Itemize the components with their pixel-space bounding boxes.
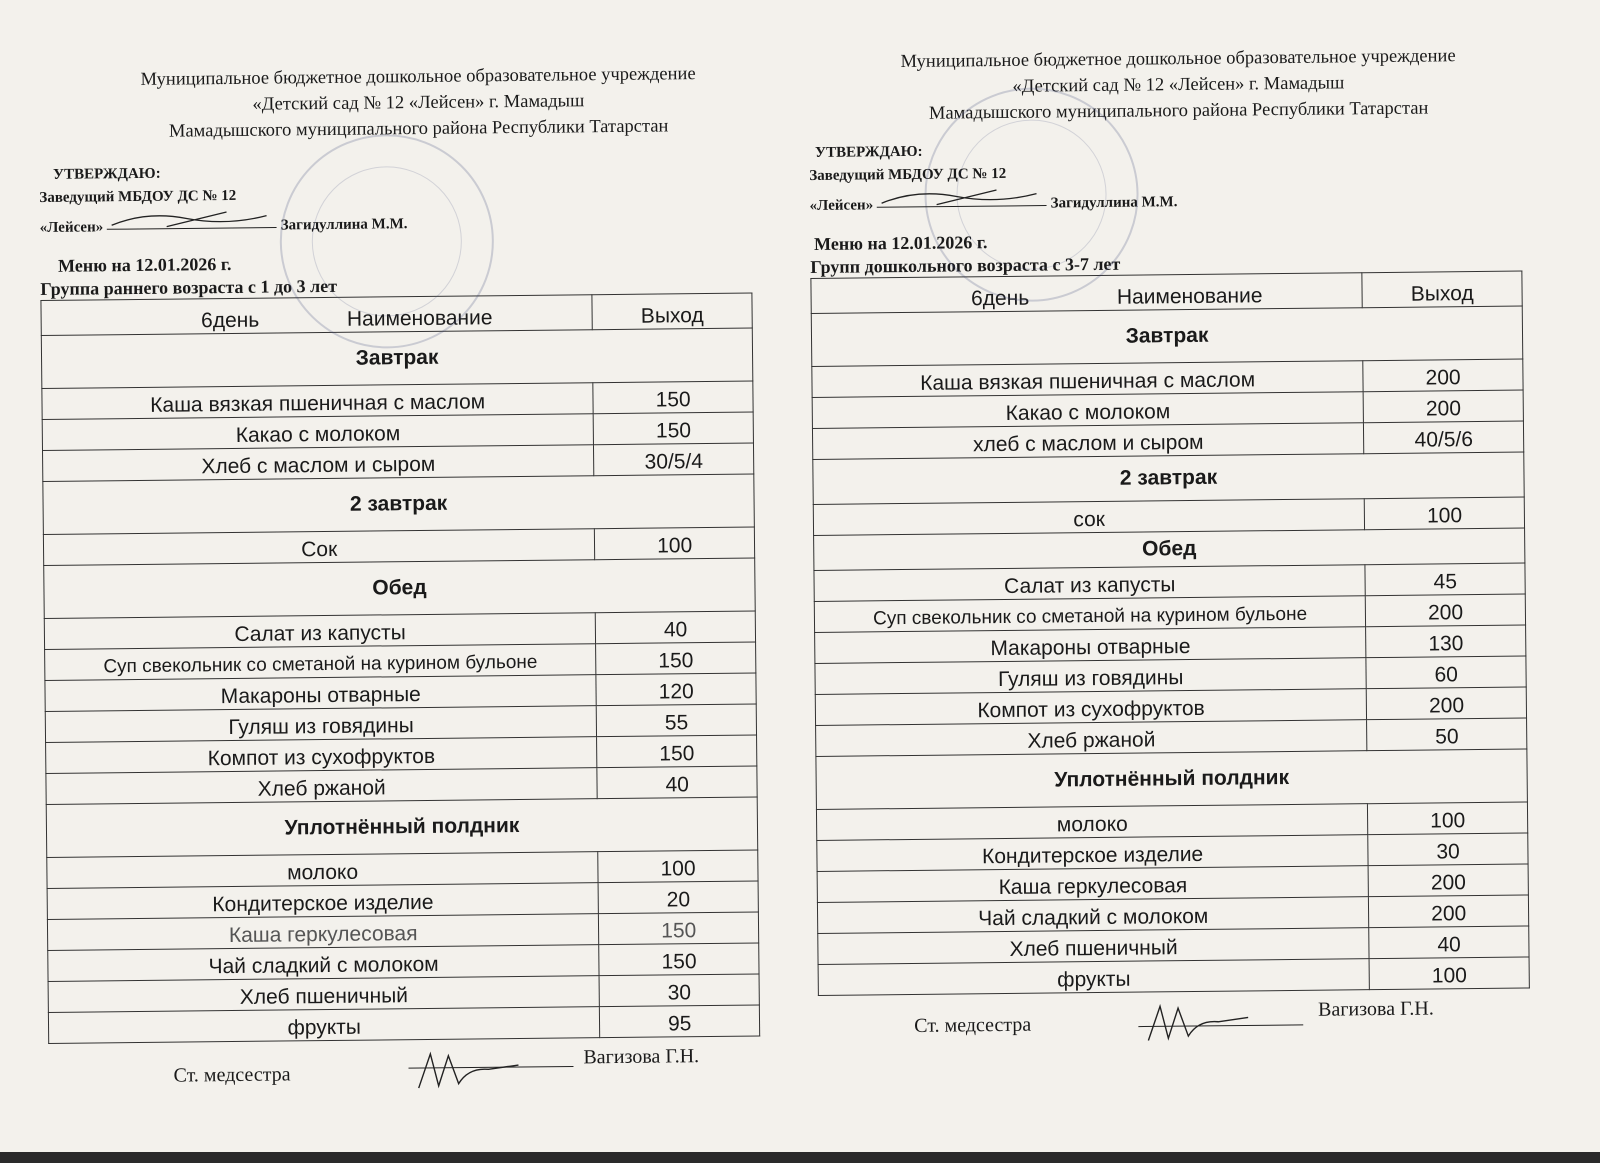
approve-org: «Лейсен» <box>809 197 874 214</box>
dish-name: фрукты <box>818 959 1370 996</box>
dish-name: Каша вязкая пшеничная с маслом <box>812 361 1364 398</box>
menu-panel-early-group <box>38 60 809 1092</box>
dish-name: Компот из сухофруктов <box>46 737 598 774</box>
dish-name: Сок <box>43 529 595 566</box>
approve-head-name: Загидуллина М.М. <box>1050 194 1178 212</box>
dish-name: Суп свекольник со сметаной на курином бульоне <box>814 596 1366 633</box>
org-line-1: Муниципальное бюджетное дошкольное образовательное учреждение <box>140 64 696 90</box>
approval-block <box>39 156 800 240</box>
dish-out: 200 <box>1363 359 1523 392</box>
org-header <box>808 42 1549 128</box>
dish-name: молоко <box>816 804 1368 841</box>
nurse-signature <box>1138 999 1309 1051</box>
header-day: 6день <box>200 308 260 333</box>
dish-name: Каша геркулесовая <box>47 914 599 951</box>
dish-name: Чай сладкий с молоком <box>817 897 1369 934</box>
dish-out: 200 <box>1366 594 1526 627</box>
dish-out: 30 <box>1368 833 1528 866</box>
dish-name: Чай сладкий с молоком <box>48 945 600 982</box>
dish-name: Компот из сухофруктов <box>815 689 1367 726</box>
dish-out: 100 <box>595 527 755 560</box>
head-signature <box>107 208 277 240</box>
org-line-3: Мамадышского муниципального района Республики Татарстан <box>168 116 669 142</box>
dish-name: Хлеб пшеничный <box>818 928 1370 965</box>
menu-date: Меню на 12.01.2026 г. <box>813 232 988 254</box>
dish-out: 95 <box>600 1005 760 1038</box>
org-line-2: «Детский сад № 12 «Лейсен» г. Мамадыш <box>1012 73 1345 97</box>
dish-out: 50 <box>1367 718 1527 751</box>
dish-name: Какао с молоком <box>812 392 1364 429</box>
header-name: Наименование <box>1116 284 1263 309</box>
dish-name: Каша геркулесовая <box>817 866 1369 903</box>
org-line-2: «Детский сад № 12 «Лейсен» г. Мамадыш <box>252 91 585 115</box>
header-name: Наименование <box>346 306 493 331</box>
dish-name: Хлеб с маслом и сыром <box>43 445 595 482</box>
dish-out: 150 <box>597 735 757 768</box>
dish-out: 20 <box>598 881 758 914</box>
section-second-breakfast: 2 завтрак <box>813 452 1524 504</box>
nurse-signature <box>408 1046 579 1098</box>
nurse-role: Ст. медсестра <box>173 1063 291 1087</box>
dish-name: Кондитерское изделие <box>817 835 1369 872</box>
dish-out: 200 <box>1368 864 1528 897</box>
group-title: Группа раннего возраста с 1 до 3 лет <box>40 275 338 299</box>
section-lunch: Обед <box>814 528 1525 570</box>
table-row <box>48 1005 759 1043</box>
dish-name: Хлеб пшеничный <box>48 976 600 1013</box>
menu-panel-preschool-group <box>808 42 1558 1044</box>
dish-out: 120 <box>596 673 756 706</box>
section-afternoon-snack: Уплотнённый полдник <box>816 749 1528 809</box>
dish-name: Салат из капусты <box>814 565 1366 602</box>
approve-title: УТВЕРЖДАЮ: <box>53 165 161 183</box>
dish-out: 40 <box>1369 926 1529 959</box>
dish-out: 130 <box>1366 625 1526 658</box>
dish-out: 30 <box>599 974 759 1007</box>
section-breakfast: Завтрак <box>811 306 1523 366</box>
dish-name: Макароны отварные <box>45 675 597 712</box>
dish-name: Суп свекольник со сметаной на курином бульоне <box>45 644 597 681</box>
dish-name: Гуляш из говядины <box>815 658 1367 695</box>
nurse-name: Вагизова Г.Н. <box>1317 997 1434 1021</box>
menu-table <box>810 271 1529 996</box>
header-out: Выход <box>1362 271 1522 308</box>
dish-out: 200 <box>1367 687 1527 720</box>
nurse-role: Ст. медсестра <box>914 1013 1032 1037</box>
dish-out: 150 <box>593 412 753 445</box>
section-lunch: Обед <box>44 558 756 618</box>
group-title: Групп дошкольного возраста с 3-7 лет <box>810 253 1121 277</box>
dish-name: хлеб с маслом и сыром <box>812 423 1364 460</box>
table-row <box>818 957 1529 995</box>
dish-name: молоко <box>47 852 599 889</box>
section-afternoon-snack: Уплотнённый полдник <box>46 797 758 857</box>
org-line-1: Муниципальное бюджетное дошкольное образовательное учреждение <box>900 46 1456 73</box>
dish-name: Макароны отварные <box>815 627 1367 664</box>
scan-bottom-edge <box>0 1152 1600 1163</box>
dish-out: 60 <box>1366 656 1526 689</box>
dish-name: Кондитерское изделие <box>47 883 599 920</box>
org-line-3: Мамадышского муниципального района Республики Татарстан <box>928 98 1429 124</box>
header-out: Выход <box>592 293 752 330</box>
dish-out: 100 <box>598 850 758 883</box>
section-breakfast: Завтрак <box>41 328 753 388</box>
dish-name: Каша вязкая пшеничная с маслом <box>42 383 594 420</box>
head-signature <box>877 186 1047 218</box>
menu-date: Меню на 12.01.2026 г. <box>57 253 232 276</box>
dish-out: 40 <box>597 766 757 799</box>
dish-name: сок <box>813 499 1365 536</box>
dish-name: Гуляш из говядины <box>45 706 597 743</box>
dish-out: 100 <box>1368 802 1528 835</box>
dish-out: 100 <box>1365 497 1525 530</box>
approve-position: Заведущий МБДОУ ДС № 12 <box>39 187 237 206</box>
dish-out: 30/5/4 <box>594 443 754 476</box>
header-name-cell <box>41 295 593 336</box>
menu-table <box>40 293 760 1044</box>
dish-name: Хлеб ржаной <box>816 720 1368 757</box>
header-name-cell <box>811 273 1363 314</box>
dish-out: 150 <box>593 381 753 414</box>
approve-title: УТВЕРЖДАЮ: <box>814 143 923 161</box>
approve-head-name: Загидуллина М.М. <box>280 216 408 234</box>
dish-name: Какао с молоком <box>42 414 594 451</box>
dish-out: 150 <box>599 943 759 976</box>
dish-out: 100 <box>1369 957 1529 990</box>
dish-out: 150 <box>599 912 759 945</box>
dish-out: 40 <box>596 611 756 644</box>
dish-out: 40/5/6 <box>1364 421 1524 454</box>
dish-out: 55 <box>597 704 757 737</box>
approve-org: «Лейсен» <box>39 219 104 236</box>
footer <box>818 996 1558 1044</box>
dish-out: 200 <box>1369 895 1529 928</box>
footer <box>48 1044 808 1092</box>
dish-out: 200 <box>1363 390 1523 423</box>
dish-out: 150 <box>596 642 756 675</box>
approve-position: Заведущий МБДОУ ДС № 12 <box>809 165 1007 184</box>
dish-name: Салат из капусты <box>44 613 596 650</box>
dish-name: Хлеб ржаной <box>46 768 598 805</box>
approval-block <box>809 134 1550 218</box>
dish-out: 45 <box>1365 563 1525 596</box>
org-header <box>38 60 799 146</box>
header-day: 6день <box>970 286 1030 311</box>
section-second-breakfast: 2 завтрак <box>43 474 755 534</box>
nurse-name: Вагизова Г.Н. <box>583 1045 700 1069</box>
dish-name: фрукты <box>48 1007 600 1044</box>
